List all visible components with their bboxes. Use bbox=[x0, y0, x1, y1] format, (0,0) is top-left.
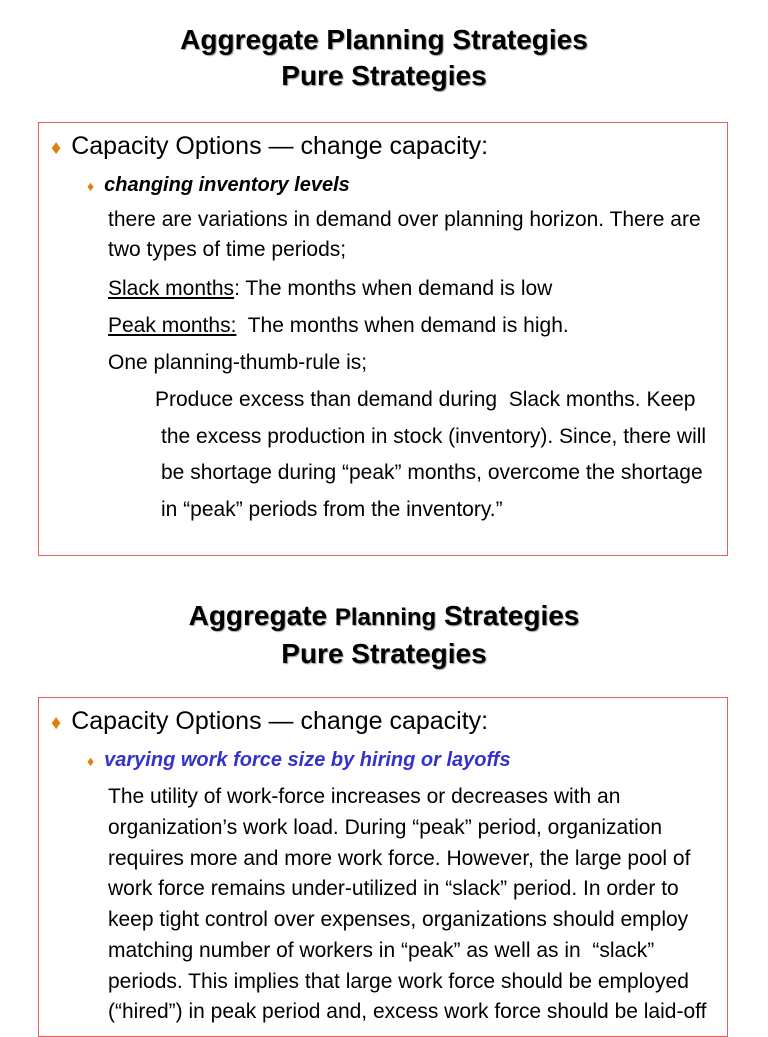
slide1-rule-line4: in “peak” periods from the inventory.” bbox=[161, 498, 503, 521]
slide1-slack-line bbox=[108, 274, 552, 304]
slide1-bullet2-text: changing inventory levels bbox=[104, 174, 350, 196]
diamond-bullet-icon: ♦ bbox=[87, 178, 95, 194]
slide2-para-line: matching number of workers in “peak” as well as in “slack” bbox=[108, 939, 655, 962]
slack-def: : The months when demand is low bbox=[234, 277, 553, 300]
slide1-bullet1-text: Capacity Options — change capacity: bbox=[71, 132, 489, 160]
slide1-peak-line bbox=[108, 311, 569, 341]
diamond-bullet-icon: ♦ bbox=[51, 712, 62, 734]
slide2-content-box bbox=[38, 697, 728, 1037]
slack-term: Slack months bbox=[108, 277, 235, 300]
peak-def: The months when demand is high. bbox=[236, 314, 569, 337]
slide1-para-line2: two types of time periods; bbox=[108, 238, 347, 261]
diamond-bullet-icon: ♦ bbox=[87, 753, 95, 769]
slide2-title-word3: Strategies bbox=[443, 600, 580, 631]
slide2-para-line: organization’s work load. During “peak” period, organization bbox=[108, 816, 663, 839]
slide2-para-line: (“hired”) in peak period and, excess work force should be laid-off bbox=[108, 1000, 707, 1023]
slide2-bullet1-text: Capacity Options — change capacity: bbox=[71, 707, 489, 735]
slide1-para-line1: there are variations in demand over planning horizon. There are bbox=[108, 208, 701, 231]
slide2-para-line: periods. This implies that large work force should be employed bbox=[108, 970, 689, 993]
slide2-title bbox=[0, 598, 768, 672]
slide2-para-line: The utility of work-force increases or decreases with an bbox=[108, 785, 621, 808]
slide1-rule-intro: One planning-thumb-rule is; bbox=[108, 351, 368, 374]
slide2-bullet2 bbox=[87, 747, 511, 774]
slide2-title-word1: Aggregate bbox=[188, 600, 328, 631]
slide1-title bbox=[0, 22, 768, 94]
slide1-title-line1: Aggregate Planning Strategies bbox=[180, 24, 588, 55]
slide1-rule-line3: be shortage during “peak” months, overcome the shortage bbox=[161, 461, 703, 484]
slide2-bullet2-text: varying work force size by hiring or layoffs bbox=[104, 749, 511, 771]
slide2-title-word2: Planning bbox=[334, 604, 437, 631]
slide2-para-line: keep tight control over expenses, organizations should employ bbox=[108, 908, 689, 931]
slide1-bullet1 bbox=[51, 131, 488, 163]
diamond-bullet-icon: ♦ bbox=[51, 137, 62, 159]
slide2-title-line2: Pure Strategies bbox=[281, 638, 487, 669]
slide1-bullet2 bbox=[87, 172, 350, 199]
slide1-rule-line1: Produce excess than demand during Slack months. Keep bbox=[155, 388, 696, 411]
slide2-para-line: work force remains under-utilized in “slack” period. In order to bbox=[108, 877, 679, 900]
slide2-para-line: requires more and more work force. However, the large pool of bbox=[108, 847, 691, 870]
slide1-content-box bbox=[38, 122, 728, 556]
slide2-title-line1 bbox=[0, 598, 768, 636]
slide1-rule-line2: the excess production in stock (inventory). Since, there will bbox=[161, 425, 707, 448]
slide2-bullet1 bbox=[51, 706, 488, 738]
peak-term: Peak months: bbox=[108, 314, 237, 337]
slide1-title-line2: Pure Strategies bbox=[281, 60, 487, 91]
